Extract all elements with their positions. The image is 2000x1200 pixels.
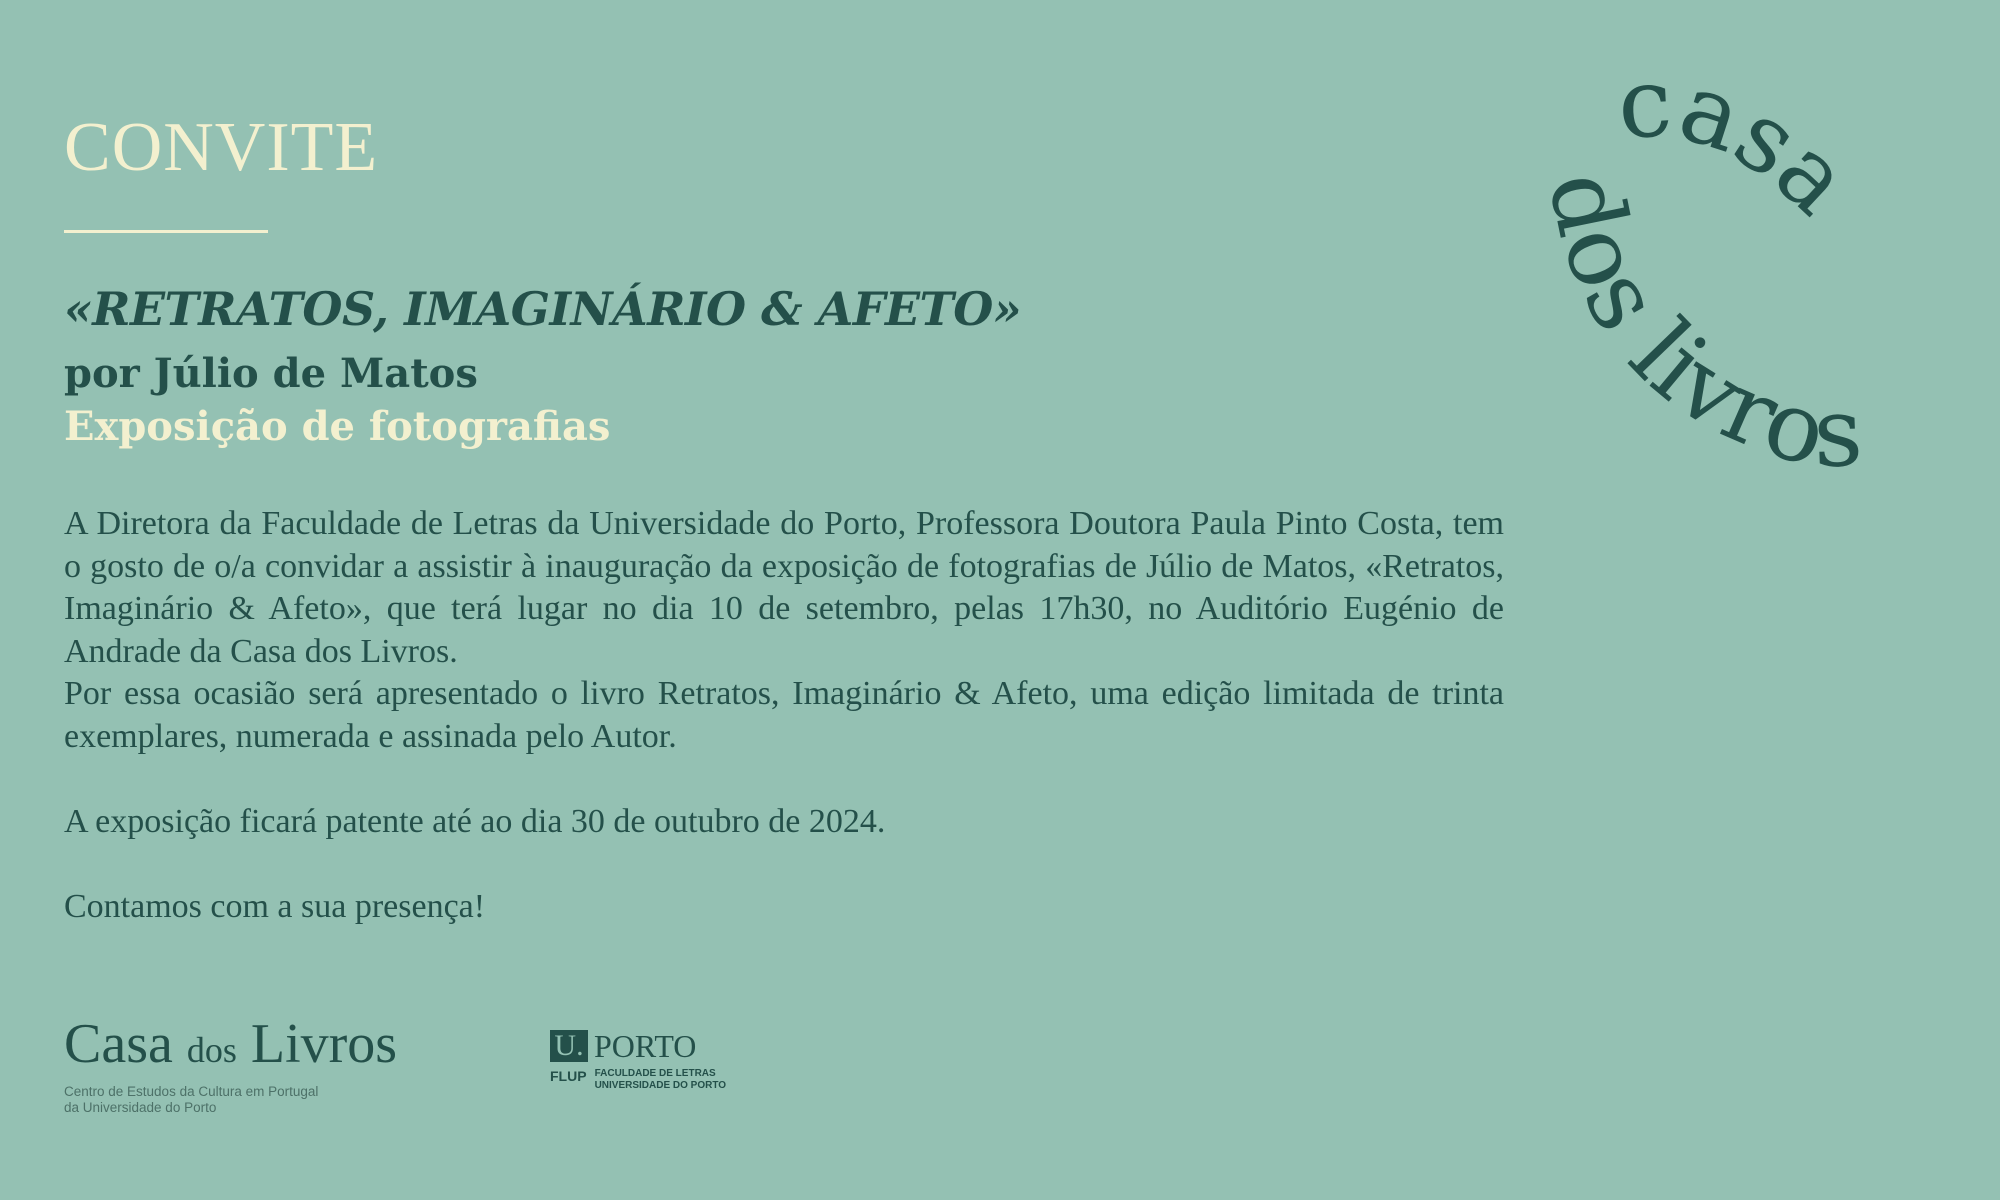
body-paragraph: A Diretora da Faculdade de Letras da Universidade do Porto, Professora Doutora Paula Pinto Costa, tem o gosto de o/a convidar a assistir à inauguração da exposição de fotografias de Júlio de Matos, «Retratos, Imaginário & Afeto», que terá lugar no dia 10 de setembro, pelas 17h30, no Auditório Eugénio de Andrade da Casa dos Livros. — [64, 505, 1504, 670]
invitation-body — [64, 503, 1504, 929]
casa-dos-livros-wordmark: Casa dos Livros — [64, 1013, 398, 1075]
brand-mark-top-text: casa — [1615, 70, 1873, 237]
uporto-porto-text: PORTO — [594, 1028, 697, 1064]
uporto-flup-logo — [550, 1030, 726, 1092]
closing-line: Contamos com a sua presença! — [64, 888, 486, 926]
casa-logo-caption: Centro de Estudos da Cultura em Portugal da Universidade do Porto — [64, 1084, 319, 1115]
brand-mark-bottom-text: dos livros — [1526, 162, 1865, 490]
casa-dos-livros-logo — [64, 1013, 398, 1116]
body-paragraph: A exposição ficará patente até ao dia 30 de outubro de 2024. — [64, 803, 886, 841]
flup-label: FLUP — [550, 1068, 587, 1084]
exhibition-title: «RETRATOS, IMAGINÁRIO & AFETO» — [64, 282, 1022, 336]
exhibition-author: por Júlio de Matos — [64, 350, 478, 397]
title-divider — [64, 230, 268, 233]
faculty-label: FACULDADE DE LETRAS UNIVERSIDADE DO PORTO — [594, 1068, 727, 1091]
casa-dos-livros-brand-mark — [1510, 70, 2000, 510]
uporto-u-box: U. — [550, 1030, 588, 1062]
body-paragraph: Por essa ocasião será apresentado o livro Retratos, Imaginário & Afeto, uma edição limitada de trinta exemplares, numerada e assinada pelo Autor. — [64, 675, 1504, 755]
exhibition-subtitle: Exposição de fotografias — [64, 403, 611, 450]
invitation-title: CONVITE — [64, 109, 379, 186]
